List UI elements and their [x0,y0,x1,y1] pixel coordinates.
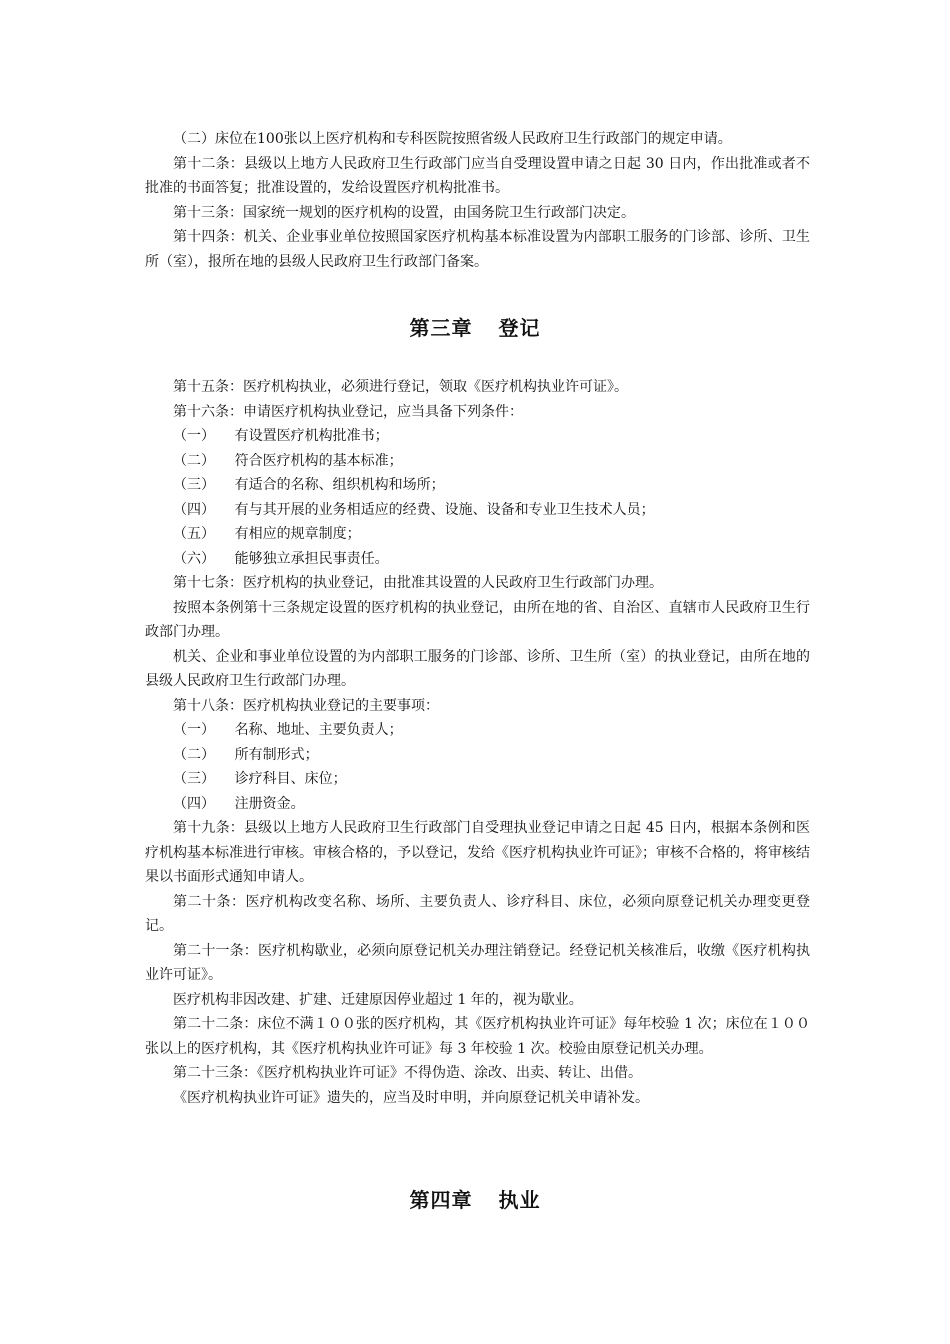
list-item-text: 诊疗科目、床位； [234,771,347,787]
list-item-text: 名称、地址、主要负责人； [234,722,403,738]
list-item-text: 所有制形式； [234,746,319,763]
chapter-3-body [145,375,810,1110]
list-item [145,522,810,547]
list-item [145,449,810,474]
list-item-label: （二） [173,746,215,763]
chapter-4-number: 第四章 [409,1188,473,1212]
article-20: 第二十条：医疗机构改变名称、场所、主要负责人、诊疗科目、床位，必须向原登记机关办理变更登记。 [145,893,810,934]
article-23: 第二十三条：《医疗机构执业许可证》不得伪造、涂改、出卖、转让、出借。 [173,1065,642,1081]
list-item-label: （五） [173,526,215,542]
chapter-3-heading [0,312,950,341]
list-item-text: 能够独立承担民事责任。 [234,550,389,567]
list-item [145,767,810,792]
article-21-paragraph-2: 医疗机构非因改建、扩建、迁建原因停业超过 1 年的，视为歇业。 [173,991,583,1008]
chapter-4-heading [0,1184,950,1213]
list-item [145,498,810,523]
article-23-paragraph-2: 《医疗机构执业许可证》遗失的，应当及时申明，并向原登记机关申请补发。 [173,1089,649,1106]
article-16: 第十六条：申请医疗机构执业登记，应当具备下列条件： [173,403,523,420]
article-21: 第二十一条：医疗机构歇业，必须向原登记机关办理注销登记。经登记机关核准后，收缴《医疗机构执业许可证》。 [145,942,810,983]
article-15: 第十五条：医疗机构执业，必须进行登记，领取《医疗机构执业许可证》。 [173,379,628,395]
paragraph-bed-100: （二）床位在100张以上医疗机构和专科医院按照省级人民政府卫生行政部门的规定申请。 [173,131,732,147]
chapter-4-title: 执业 [498,1188,541,1212]
chapter-3-title: 登记 [498,316,541,340]
list-item-text: 有与其开展的业务相适应的经费、设施、设备和专业卫生技术人员； [234,501,655,518]
list-item-label: （三） [173,477,215,493]
list-item [145,424,810,449]
list-item-label: （四） [173,795,215,812]
list-item-label: （一） [173,428,215,444]
list-item [145,473,810,498]
chapter-3-number: 第三章 [409,316,473,340]
article-13: 第十三条：国家统一规划的医疗机构的设置，由国务院卫生行政部门决定。 [173,204,635,221]
article-14: 第十四条：机关、企业事业单位按照国家医疗机构基本标准设置为内部职工服务的门诊部、诊所、卫生所（室），报所在地的县级人民政府卫生行政部门备案。 [145,229,810,270]
list-item-label: （二） [173,452,215,469]
article-18: 第十八条：医疗机构执业登记的主要事项： [173,697,439,714]
article-19: 第十九条：县级以上地方人民政府卫生行政部门自受理执业登记申请之日起 45 日内，根据本条例和医疗机构基本标准进行审核。审核合格的，予以登记，发给《医疗机构执业许可证》；审核不合格的，将审核结果以书面形式通知申请人。 [145,820,810,885]
list-item [145,547,810,572]
top-section [145,127,810,274]
list-item [145,792,810,817]
article-22: 第二十二条：床位不满１００张的医疗机构，其《医疗机构执业许可证》每年校验 1 次；床位在１００张以上的医疗机构，其《医疗机构执业许可证》每 3 年校验 1 次。校验由原登记机关办理。 [145,1016,810,1057]
article-12: 第十二条：县级以上地方人民政府卫生行政部门应当自受理设置申请之日起 30 日内，作出批准或者不批准的书面答复；批准设置的，发给设置医疗机构批准书。 [145,155,810,196]
article-17-paragraph-3: 机关、企业和事业单位设置的为内部职工服务的门诊部、诊所、卫生所（室）的执业登记，由所在地的县级人民政府卫生行政部门办理。 [145,648,810,689]
list-item-text: 符合医疗机构的基本标准； [234,452,403,469]
article-17: 第十七条：医疗机构的执业登记，由批准其设置的人民政府卫生行政部门办理。 [173,575,663,591]
list-item-label: （四） [173,501,215,518]
article-17-paragraph-2: 按照本条例第十三条规定设置的医疗机构的执业登记，由所在地的省、自治区、直辖市人民政府卫生行政部门办理。 [145,599,810,640]
list-item-label: （六） [173,550,215,567]
list-item [145,743,810,768]
list-item-text: 注册资金。 [234,795,305,812]
list-item-text: 有适合的名称、组织机构和场所； [234,477,445,493]
list-item-text: 有相应的规章制度； [234,526,361,542]
list-item-label: （一） [173,722,215,738]
list-item [145,718,810,743]
list-item-text: 有设置医疗机构批准书； [234,428,389,444]
list-item-label: （三） [173,771,215,787]
